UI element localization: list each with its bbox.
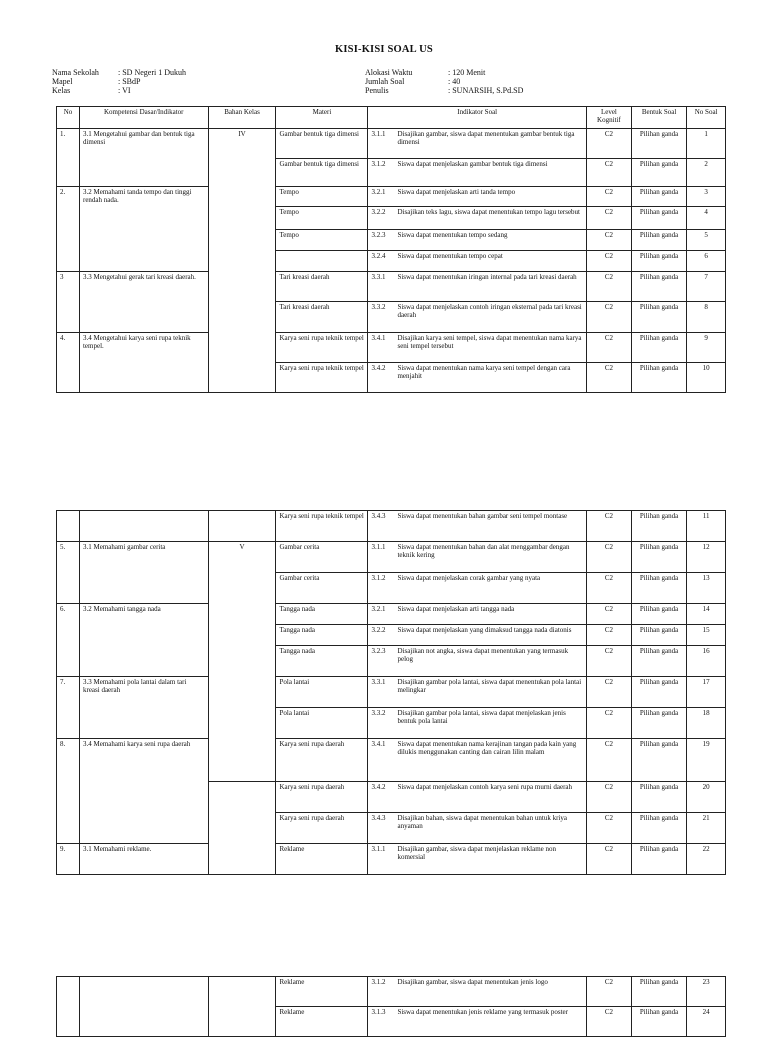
cell-bentuk: Pilihan ganda [631, 159, 686, 187]
cell-nosoal: 5 [687, 230, 726, 251]
indikator-content [371, 626, 582, 634]
cell-nosoal: 23 [687, 977, 726, 1007]
indikator-text: Siswa dapat menjelaskan gambar bentuk tiga dimensi [397, 160, 548, 168]
cell-materi: Karya seni rupa teknik tempel [276, 333, 368, 363]
cell-nosoal: 2 [687, 159, 726, 187]
indikator-text: Disajikan gambar, siswa dapat menentukan jenis logo [397, 978, 548, 986]
indikator-number: 3.1.3 [371, 1008, 386, 1016]
cell-bentuk: Pilihan ganda [631, 782, 686, 813]
cell-level: C2 [586, 542, 631, 573]
indikator-content [371, 334, 582, 350]
info-value: : SUNARSIH, S.Pd.SD [448, 86, 524, 95]
info-label: Mapel [52, 77, 73, 86]
cell-materi: Pola lantai [276, 708, 368, 739]
cell-no [57, 511, 80, 542]
cell-materi: Reklame [276, 1007, 368, 1037]
indikator-content [371, 208, 582, 216]
cell-level: C2 [586, 739, 631, 782]
cell-kompetensi: 3.2 Memahami tangga nada [79, 604, 208, 677]
cell-level: C2 [586, 129, 631, 159]
indikator-number: 3.2.1 [371, 605, 386, 613]
kisi-table-3 [56, 976, 726, 1037]
indikator-text: Siswa dapat menentukan tempo sedang [397, 231, 508, 239]
info-row [52, 77, 186, 86]
cell-indikator [368, 573, 586, 604]
indikator-content [371, 605, 582, 613]
cell-materi: Pola lantai [276, 677, 368, 708]
table-row [57, 542, 726, 573]
indikator-text: Disajikan gambar, siswa dapat menentukan gambar bentuk tiga dimensi [397, 130, 575, 147]
cell-bentuk: Pilihan ganda [631, 677, 686, 708]
cell-indikator [368, 739, 586, 782]
indikator-content [371, 1008, 582, 1016]
info-label: Penulis [365, 86, 389, 95]
cell-indikator [368, 159, 586, 187]
table-row [57, 333, 726, 363]
cell-bentuk: Pilihan ganda [631, 646, 686, 677]
cell-indikator [368, 782, 586, 813]
table-row [57, 739, 726, 782]
indikator-text: Disajikan teks lagu, siswa dapat menentukan tempo lagu tersebut [397, 208, 581, 216]
cell-materi [276, 251, 368, 272]
indikator-content [371, 978, 582, 986]
cell-kelas [208, 511, 276, 542]
cell-bentuk: Pilihan ganda [631, 739, 686, 782]
cell-materi: Karya seni rupa daerah [276, 782, 368, 813]
cell-level: C2 [586, 272, 631, 302]
cell-bentuk: Pilihan ganda [631, 251, 686, 272]
info-value: : 120 Menit [448, 68, 486, 77]
cell-level: C2 [586, 625, 631, 646]
cell-nosoal: 21 [687, 813, 726, 844]
indikator-text: Disajikan gambar pola lantai, siswa dapat menjelaskan jenis bentuk pola lantai [397, 709, 566, 726]
cell-materi: Karya seni rupa teknik tempel [276, 363, 368, 393]
info-row [365, 86, 523, 95]
cell-indikator [368, 708, 586, 739]
cell-indikator [368, 542, 586, 573]
indikator-number: 3.4.2 [371, 783, 386, 791]
cell-kompetensi: 3.1 Memahami reklame. [79, 844, 208, 875]
cell-no: 2. [57, 187, 80, 272]
cell-nosoal: 1 [687, 129, 726, 159]
info-value: : VI [118, 86, 131, 95]
cell-bentuk: Pilihan ganda [631, 625, 686, 646]
cell-bentuk: Pilihan ganda [631, 207, 686, 230]
cell-indikator [368, 1007, 586, 1037]
cell-materi: Tangga nada [276, 604, 368, 625]
indikator-number: 3.2.2 [371, 208, 386, 216]
cell-indikator [368, 207, 586, 230]
indikator-text: Disajikan karya seni tempel, siswa dapat menentukan nama karya seni tempel tersebut [397, 334, 582, 351]
header-indikator: Indikator Soal [368, 107, 586, 129]
cell-level: C2 [586, 708, 631, 739]
indikator-text: Siswa dapat menentukan tempo cepat [397, 252, 503, 260]
cell-kompetensi: 3.4 Mengetahui karya seni rupa teknik tempel. [79, 333, 208, 393]
header-no: No [57, 107, 80, 129]
indikator-number: 3.1.2 [371, 574, 386, 582]
info-row [365, 68, 523, 77]
header-nosoal: No Soal [687, 107, 726, 129]
indikator-content [371, 543, 582, 559]
cell-bentuk: Pilihan ganda [631, 230, 686, 251]
document-title: KISI-KISI SOAL US [335, 44, 433, 55]
info-value: : SBdP [118, 77, 141, 86]
cell-bentuk: Pilihan ganda [631, 333, 686, 363]
cell-nosoal: 3 [687, 187, 726, 207]
cell-nosoal: 13 [687, 573, 726, 604]
cell-kelas [208, 782, 276, 875]
indikator-content [371, 783, 582, 791]
info-value: : 40 [448, 77, 461, 86]
cell-level: C2 [586, 187, 631, 207]
indikator-text: Disajikan bahan, siswa dapat menentukan bahan untuk kriya anyaman [397, 814, 567, 831]
cell-materi: Tangga nada [276, 625, 368, 646]
cell-level: C2 [586, 230, 631, 251]
indikator-text: Disajikan not angka, siswa dapat menentukan yang termasuk pelog [397, 647, 569, 664]
cell-nosoal: 16 [687, 646, 726, 677]
indikator-number: 3.2.1 [371, 188, 386, 196]
cell-level: C2 [586, 813, 631, 844]
cell-bentuk: Pilihan ganda [631, 272, 686, 302]
cell-no [57, 977, 80, 1037]
cell-nosoal: 20 [687, 782, 726, 813]
info-label: Nama Sekolah [52, 68, 99, 77]
cell-materi: Tangga nada [276, 646, 368, 677]
cell-kelas [208, 977, 276, 1037]
cell-indikator [368, 977, 586, 1007]
indikator-number: 3.1.2 [371, 160, 386, 168]
indikator-text: Siswa dapat menjelaskan contoh karya seni rupa murni daerah [397, 783, 573, 791]
indikator-number: 3.1.1 [371, 130, 386, 138]
indikator-content [371, 130, 582, 146]
indikator-number: 3.4.1 [371, 334, 386, 342]
table-row [57, 511, 726, 542]
indikator-text: Siswa dapat menjelaskan corak gambar yang nyata [397, 574, 541, 582]
cell-indikator [368, 302, 586, 333]
cell-no: 4. [57, 333, 80, 393]
cell-materi: Gambar cerita [276, 573, 368, 604]
indikator-content [371, 252, 582, 260]
cell-kompetensi: 3.2 Memahami tanda tempo dan tinggi rendah nada. [79, 187, 208, 272]
cell-indikator [368, 844, 586, 875]
cell-no: 6. [57, 604, 80, 677]
cell-indikator [368, 625, 586, 646]
cell-level: C2 [586, 251, 631, 272]
indikator-number: 3.1.2 [371, 978, 386, 986]
cell-indikator [368, 363, 586, 393]
indikator-number: 3.2.3 [371, 231, 386, 239]
indikator-text: Siswa dapat menjelaskan contoh iringan eksternal pada tari kreasi daerah [397, 303, 582, 320]
cell-materi: Tari kreasi daerah [276, 302, 368, 333]
table-row [57, 677, 726, 708]
info-label: Jumlah Soal [365, 77, 405, 86]
cell-nosoal: 24 [687, 1007, 726, 1037]
cell-indikator [368, 604, 586, 625]
indikator-number: 3.3.1 [371, 678, 386, 686]
indikator-text: Disajikan gambar pola lantai, siswa dapat menentukan pola lantai melingkar [397, 678, 582, 695]
cell-materi: Gambar cerita [276, 542, 368, 573]
header-materi: Materi [276, 107, 368, 129]
cell-materi: Gambar bentuk tiga dimensi [276, 159, 368, 187]
cell-kompetensi: 3.3 Memahami pola lantai dalam tari kreasi daerah [79, 677, 208, 739]
cell-kompetensi: 3.3 Mengetahui gerak tari kreasi daerah. [79, 272, 208, 333]
cell-indikator [368, 272, 586, 302]
cell-no: 3 [57, 272, 80, 333]
cell-indikator [368, 251, 586, 272]
indikator-content [371, 740, 582, 756]
indikator-text: Siswa dapat menentukan nama karya seni tempel dengan cara menjahit [397, 364, 571, 381]
indikator-number: 3.3.2 [371, 303, 386, 311]
cell-indikator [368, 511, 586, 542]
cell-no: 7. [57, 677, 80, 739]
cell-level: C2 [586, 844, 631, 875]
table-row [57, 272, 726, 302]
info-row [365, 77, 523, 86]
indikator-content [371, 814, 582, 830]
indikator-content [371, 273, 582, 281]
indikator-content [371, 647, 582, 663]
cell-level: C2 [586, 782, 631, 813]
cell-materi: Tempo [276, 230, 368, 251]
indikator-number: 3.3.2 [371, 709, 386, 717]
cell-bentuk: Pilihan ganda [631, 187, 686, 207]
indikator-number: 3.4.3 [371, 512, 386, 520]
cell-kompetensi: 3.1 Memahami gambar cerita [79, 542, 208, 604]
cell-bentuk: Pilihan ganda [631, 363, 686, 393]
cell-level: C2 [586, 207, 631, 230]
indikator-content [371, 231, 582, 239]
cell-no: 1. [57, 129, 80, 187]
cell-level: C2 [586, 363, 631, 393]
cell-materi: Tempo [276, 187, 368, 207]
indikator-number: 3.4.2 [371, 364, 386, 372]
cell-level: C2 [586, 646, 631, 677]
indikator-number: 3.2.4 [371, 252, 386, 260]
indikator-text: Siswa dapat menentukan bahan dan alat menggambar dengan teknik kering [397, 543, 570, 560]
indikator-number: 3.2.3 [371, 647, 386, 655]
indikator-content [371, 512, 582, 520]
cell-kelas: IV [208, 129, 276, 393]
table-row [57, 129, 726, 159]
cell-level: C2 [586, 677, 631, 708]
cell-nosoal: 7 [687, 272, 726, 302]
cell-bentuk: Pilihan ganda [631, 129, 686, 159]
cell-kompetensi [79, 511, 208, 542]
cell-nosoal: 18 [687, 708, 726, 739]
table-row [57, 604, 726, 625]
cell-level: C2 [586, 302, 631, 333]
cell-nosoal: 19 [687, 739, 726, 782]
cell-nosoal: 17 [687, 677, 726, 708]
info-row [52, 68, 186, 77]
indikator-content [371, 188, 582, 196]
indikator-text: Siswa dapat menentukan bahan gambar seni tempel montase [397, 512, 568, 520]
cell-bentuk: Pilihan ganda [631, 302, 686, 333]
kisi-table-2 [56, 510, 726, 875]
info-label: Kelas [52, 86, 71, 95]
cell-no: 8. [57, 739, 80, 844]
cell-materi: Reklame [276, 977, 368, 1007]
header-kompetensi: Kompetensi Dasar/Indikator [79, 107, 208, 129]
indikator-content [371, 574, 582, 582]
cell-kompetensi: 3.1 Mengetahui gambar dan bentuk tiga dimensi [79, 129, 208, 187]
cell-level: C2 [586, 604, 631, 625]
cell-level: C2 [586, 333, 631, 363]
cell-kompetensi [79, 977, 208, 1037]
cell-no: 9. [57, 844, 80, 875]
header-kelas: Bahan Kelas [208, 107, 276, 129]
table-row [57, 977, 726, 1007]
cell-level: C2 [586, 1007, 631, 1037]
cell-bentuk: Pilihan ganda [631, 542, 686, 573]
cell-level: C2 [586, 511, 631, 542]
cell-indikator [368, 187, 586, 207]
info-left [52, 68, 186, 95]
cell-no: 5. [57, 542, 80, 604]
cell-nosoal: 15 [687, 625, 726, 646]
indikator-number: 3.1.1 [371, 845, 386, 853]
cell-nosoal: 14 [687, 604, 726, 625]
cell-indikator [368, 677, 586, 708]
cell-bentuk: Pilihan ganda [631, 1007, 686, 1037]
cell-level: C2 [586, 159, 631, 187]
cell-nosoal: 12 [687, 542, 726, 573]
cell-bentuk: Pilihan ganda [631, 573, 686, 604]
cell-indikator [368, 129, 586, 159]
cell-indikator [368, 646, 586, 677]
cell-bentuk: Pilihan ganda [631, 511, 686, 542]
indikator-content [371, 160, 582, 168]
cell-kompetensi: 3.4 Memahami karya seni rupa daerah [79, 739, 208, 844]
indikator-content [371, 845, 582, 861]
cell-indikator [368, 333, 586, 363]
cell-indikator [368, 230, 586, 251]
indikator-content [371, 364, 582, 380]
header-level: Level Kognitif [586, 107, 631, 129]
header-bentuk: Bentuk Soal [631, 107, 686, 129]
cell-level: C2 [586, 977, 631, 1007]
cell-materi: Reklame [276, 844, 368, 875]
indikator-text: Siswa dapat menentukan iringan internal pada tari kreasi daerah [397, 273, 577, 281]
indikator-content [371, 709, 582, 725]
cell-materi: Karya seni rupa daerah [276, 813, 368, 844]
cell-nosoal: 8 [687, 302, 726, 333]
cell-kelas: V [208, 542, 276, 782]
indikator-text: Disajikan gambar, siswa dapat menjelaskan reklame non komersial [397, 845, 556, 862]
indikator-number: 3.4.3 [371, 814, 386, 822]
table-header-row [57, 107, 726, 129]
info-row [52, 86, 186, 95]
table-row [57, 187, 726, 207]
indikator-content [371, 678, 582, 694]
indikator-text: Siswa dapat menjelaskan arti tangga nada [397, 605, 515, 613]
cell-nosoal: 10 [687, 363, 726, 393]
indikator-number: 3.1.1 [371, 543, 386, 551]
indikator-number: 3.3.1 [371, 273, 386, 281]
cell-bentuk: Pilihan ganda [631, 844, 686, 875]
cell-materi: Tari kreasi daerah [276, 272, 368, 302]
indikator-number: 3.4.1 [371, 740, 386, 748]
info-value: : SD Negeri 1 Dukuh [118, 68, 186, 77]
cell-bentuk: Pilihan ganda [631, 977, 686, 1007]
table-row [57, 844, 726, 875]
indikator-text: Siswa dapat menentukan jenis reklame yang termasuk poster [397, 1008, 568, 1016]
cell-nosoal: 22 [687, 844, 726, 875]
info-right [365, 68, 523, 95]
cell-level: C2 [586, 573, 631, 604]
cell-materi: Karya seni rupa daerah [276, 739, 368, 782]
cell-nosoal: 4 [687, 207, 726, 230]
info-label: Alokasi Waktu [365, 68, 413, 77]
indikator-number: 3.2.2 [371, 626, 386, 634]
cell-nosoal: 11 [687, 511, 726, 542]
cell-nosoal: 6 [687, 251, 726, 272]
indikator-text: Siswa dapat menentukan nama kerajinan tangan pada kain yang dilukis menggunakan canting dan cairan lilin malam [397, 740, 577, 757]
cell-materi: Gambar bentuk tiga dimensi [276, 129, 368, 159]
cell-bentuk: Pilihan ganda [631, 604, 686, 625]
kisi-table-1 [56, 106, 726, 393]
indikator-content [371, 303, 582, 319]
cell-bentuk: Pilihan ganda [631, 813, 686, 844]
indikator-text: Siswa dapat menjelaskan arti tanda tempo [397, 188, 516, 196]
cell-nosoal: 9 [687, 333, 726, 363]
cell-indikator [368, 813, 586, 844]
cell-materi: Karya seni rupa teknik tempel [276, 511, 368, 542]
cell-materi: Tempo [276, 207, 368, 230]
indikator-text: Siswa dapat menjelaskan yang dimaksud tangga nada diatonis [397, 626, 572, 634]
cell-bentuk: Pilihan ganda [631, 708, 686, 739]
